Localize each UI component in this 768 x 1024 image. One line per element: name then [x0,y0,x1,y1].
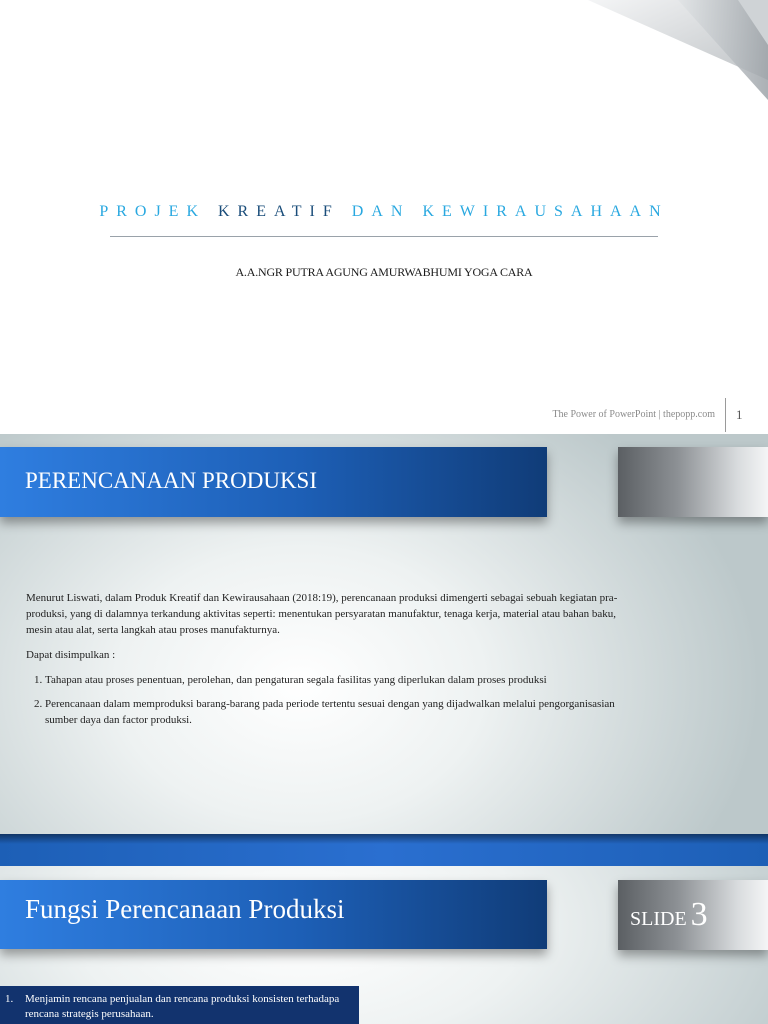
author-name: A.A.NGR PUTRA AGUNG AMURWABHUMI YOGA CARA [235,265,533,279]
point-number: 1. [5,993,14,1005]
list-item: 1. Tahapan atau proses penentuan, perolehan, dan pengaturan segala fasilitas yang diperlukan dalam proses produksi [45,672,626,688]
list-item: 2. Perencanaan dalam memproduksi barang-barang pada periode tertentu sesuai dengan yang dijadwalkan melalui pengorganisasian sumber daya dan factor produksi. [45,696,626,728]
point-text: Menjamin rencana penjualan dan rencana produksi konsisten terhadapa rencana strategis perusahaan. [25,993,340,1020]
conclusion-label: Dapat disimpulkan : [26,649,116,661]
slide-label-number: 3 [690,896,708,933]
slide-2-body [26,590,626,736]
intro-paragraph: Menurut Liswati, dalam Produk Kreatif dan Kewirausahaan (2018:19), perencanaan produksi dimengerti sebagai sebuah kegiatan pra-produksi, yang di dalamnya terkandung aktivitas seperti: menentukan persyaratan manufaktur, tenaga kerja, material atau bahan baku, mesin atau alat, serta langkah atau proses manufakturnya. [26,592,618,636]
slide-3-title: Fungsi Perencanaan Produksi [25,894,345,924]
slide-2 [0,434,768,866]
title-divider [110,236,658,237]
footer-credit: The Power of PowerPoint | thepopp.com [552,409,715,420]
footer-divider [725,398,726,432]
slide-2-bottom-band [0,834,768,866]
conclusion-list [26,672,626,728]
title-word-dan: DAN [351,203,411,220]
title-word-kewirausahaan: KEWIRAUSAHAAN [422,203,669,220]
slide-2-header-bar [0,447,547,517]
slide-label-word: SLIDE [630,908,687,930]
slide-3-header-bar [0,880,547,949]
slide-3-point-box [0,986,359,1024]
slide-1 [0,0,768,434]
slide-3 [0,866,768,1024]
title-word-kreatif: KREATIF [218,203,340,220]
slide-3-label [630,896,708,934]
slide-2-title: PERENCANAAN PRODUKSI [25,468,318,493]
presentation-title [0,203,768,221]
slide-2-accent-box [618,447,768,517]
title-word-projek: PROJEK [99,203,206,220]
corner-facet-decoration [588,0,768,100]
slide-number: 1 [736,407,743,422]
